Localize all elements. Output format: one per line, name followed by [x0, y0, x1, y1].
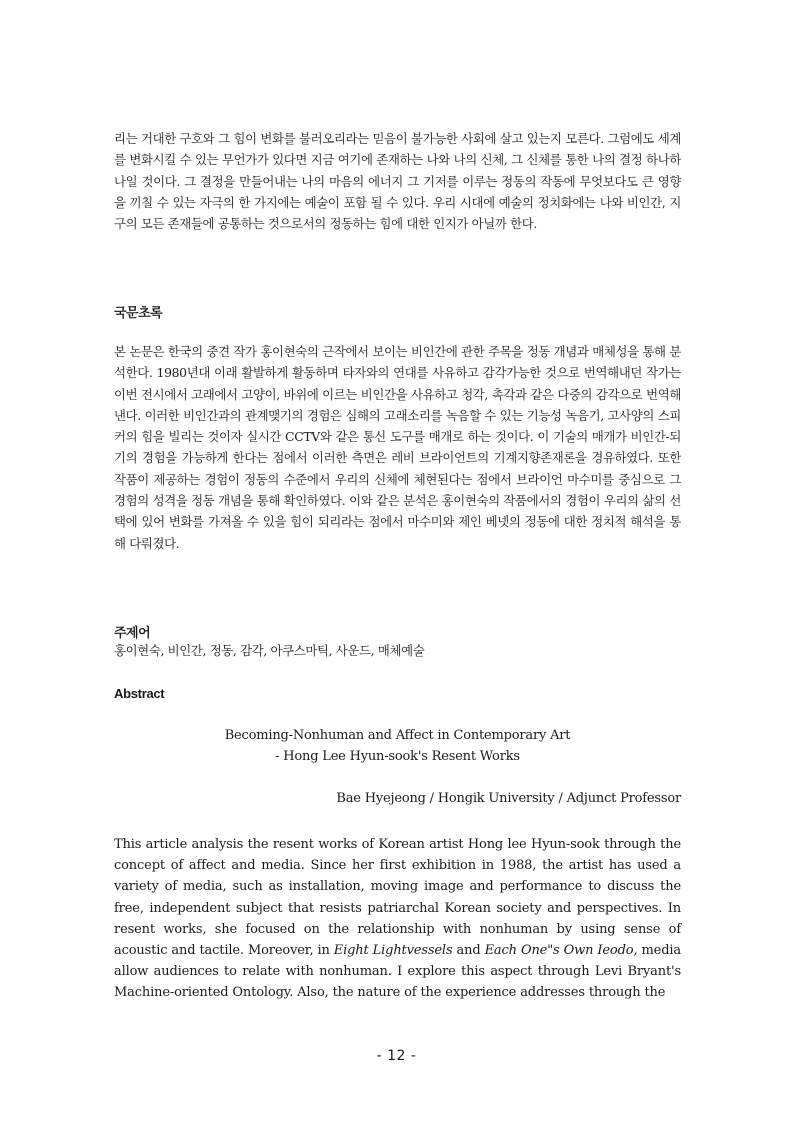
work-title-eight-lightvessels: Eight Lightvessels [333, 943, 453, 959]
korean-abstract-body: 본 논문은 한국의 중견 작가 홍이현숙의 근작에서 보이는 비인간에 관한 주목을 정동 개념과 매체성을 통해 분석한다. 1980년대 이래 활발하게 활동하며 타자와의 연대를 사유하고 감각가능한 것으로 번역해내던 작가는 이번 전시에서 고래에서 고양이, 바위에 이르는 비인간을 사유하고 청각, 촉각과 같은 다중의 감각으로 번역해낸다. 이러한 비인간과의 관계맺기의 경험은 심해의 고래소리를 녹음할 수 있는 기능성 녹음기, 고사양의 스피커의 힘을 빌리는 것이자 실시간 CCTV와 같은 통신 도구를 매개로 하는 것이다. 이 기술의 매개가 비인간-되기의 경험을 가능하게 한다는 점에서 이러한 측면은 레비 브라이언트의 기계지향존재론을 경유하였다. 또한 작품이 제공하는 경험이 정동의 수준에서 우리의 신체에 체현된다는 점에서 브라이언 마수미를 중심으로 그 경험의 성격을 정동 개념을 통해 확인하였다. 이와 같은 분석은 홍이현숙의 작품에서의 경험이 우리의 삶의 선택에 있어 변화를 가져올 수 있을 힘이 되리라는 점에서 마수미와 제인 베넷의 정동에 대한 정치적 해석을 통해 다뤄졌다. [114, 344, 681, 551]
keywords-list: 홍이현숙, 비인간, 정동, 감각, 아쿠스마틱, 사운드, 매체예술 [114, 643, 425, 658]
intro-paragraph: 리는 거대한 구호와 그 힘이 변화를 불러오리라는 믿음이 불가능한 사회에 살고 있는지 모른다. 그럼에도 세계를 변화시킬 수 있는 무언가가 있다면 지금 여기에 존재하는 나와 나의 신체, 그 신체를 통한 나의 결정 하나하나일 것이다. 그 결정을 만들어내는 나의 마음의 에너지 그 기저를 이루는 정동의 작동에 무엇보다도 큰 영향을 끼칠 수 있는 자극의 한 가지에는 예술이 포함 될 수 있다. 우리 시대에 예술의 정치화에는 나와 비인간, 지구의 모든 존재들에 공통하는 것으로서의 정동하는 힘에 대한 인지가 아닐까 한다. [114, 131, 681, 232]
abstract-heading: Abstract [114, 686, 165, 701]
work-title-each-ones-own-ieodo: Each One"s Own Ieodo, [484, 943, 638, 959]
abstract-title-line-2: - Hong Lee Hyun-sook's Resent Works [275, 749, 520, 764]
korean-abstract-heading: 국문초록 [114, 306, 163, 321]
page-number: - 12 - [376, 1048, 417, 1064]
abstract-body-and: and [456, 943, 481, 959]
author-affiliation: Bae Hyejeong / Hongik University / Adjunct Professor [336, 791, 681, 806]
keywords-heading: 주제어 [114, 626, 151, 641]
abstract-body [114, 834, 681, 1004]
abstract-title-line-1: Becoming-Nonhuman and Affect in Contemporary Art [224, 728, 571, 743]
abstract-body-part-2: media allow audiences to relate with nonhuman. I explore this aspect through Levi Bryant's Machine-oriented Ontology. Also, the nature of the experience addresses through the [114, 943, 682, 1001]
abstract-body-part-1: This article analysis the resent works of Korean artist Hong lee Hyun-sook through the concept of affect and media. Since her first exhibition in 1988, the artist has used a variety of media, such as installation, moving image and performance to discuss the free, independent subject that resists patriarchal Korean society and perspectives. In resent works, she focused on the relationship with nonhuman by using sense of acoustic and tactile. Moreover, in [114, 837, 681, 959]
